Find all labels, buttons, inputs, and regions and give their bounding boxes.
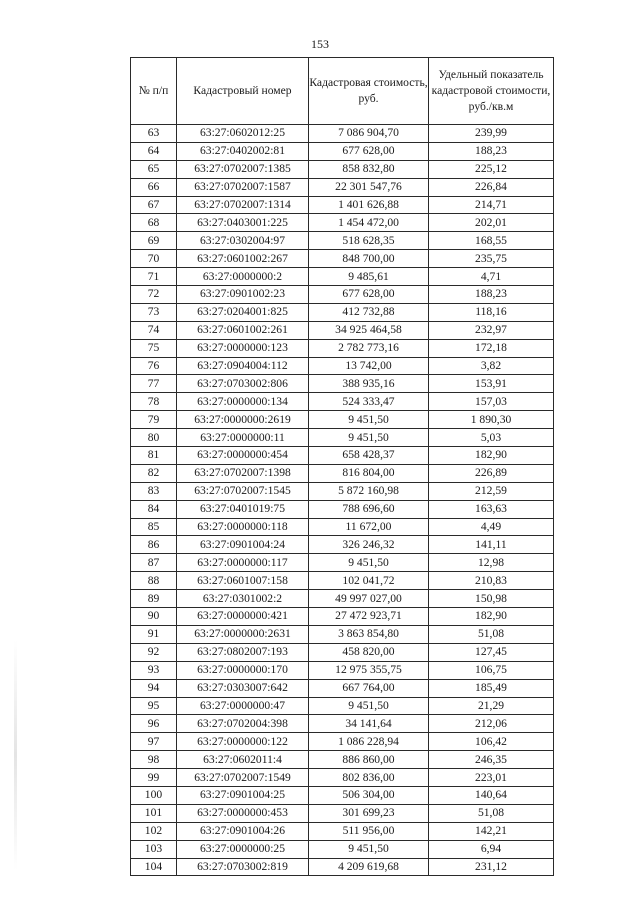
table-row — [131, 518, 554, 536]
table-row — [131, 464, 554, 482]
cell-specific-indicator: 226,84 — [429, 178, 554, 196]
cell-cadastral-value: 27 472 923,71 — [309, 608, 429, 626]
cell-specific-indicator: 182,90 — [429, 608, 554, 626]
table-row — [131, 679, 554, 697]
cell-cadastral-number: 63:27:0302004:97 — [177, 232, 309, 250]
cell-specific-indicator: 185,49 — [429, 679, 554, 697]
cell-specific-indicator: 210,83 — [429, 572, 554, 590]
table-row — [131, 286, 554, 304]
cell-cadastral-number: 63:27:0702007:1314 — [177, 196, 309, 214]
cell-specific-indicator: 235,75 — [429, 250, 554, 268]
cell-row-number: 104 — [131, 858, 177, 876]
cell-specific-indicator: 127,45 — [429, 643, 554, 661]
cell-cadastral-value: 412 732,88 — [309, 303, 429, 321]
cell-row-number: 80 — [131, 429, 177, 447]
cell-cadastral-number: 63:27:0904004:112 — [177, 357, 309, 375]
table-row — [131, 786, 554, 804]
cell-cadastral-number: 63:27:0601002:267 — [177, 250, 309, 268]
cell-row-number: 69 — [131, 232, 177, 250]
cell-specific-indicator: 106,75 — [429, 661, 554, 679]
cell-specific-indicator: 1 890,30 — [429, 411, 554, 429]
cell-cadastral-value: 506 304,00 — [309, 786, 429, 804]
cell-cadastral-number: 63:27:0601007:158 — [177, 572, 309, 590]
cell-row-number: 86 — [131, 536, 177, 554]
cell-specific-indicator: 4,49 — [429, 518, 554, 536]
table-row — [131, 697, 554, 715]
table-row — [131, 142, 554, 160]
cell-specific-indicator: 188,23 — [429, 142, 554, 160]
cell-cadastral-value: 518 628,35 — [309, 232, 429, 250]
cell-specific-indicator: 182,90 — [429, 447, 554, 465]
cell-row-number: 88 — [131, 572, 177, 590]
table-row — [131, 769, 554, 787]
table-row — [131, 268, 554, 286]
header-num: № п/п — [131, 58, 177, 125]
cell-row-number: 95 — [131, 697, 177, 715]
cell-cadastral-number: 63:27:0303007:642 — [177, 679, 309, 697]
cell-cadastral-number: 63:27:0702007:1545 — [177, 482, 309, 500]
table-row — [131, 858, 554, 876]
cell-row-number: 85 — [131, 518, 177, 536]
table-row — [131, 125, 554, 143]
table-row — [131, 822, 554, 840]
cell-specific-indicator: 212,06 — [429, 715, 554, 733]
cell-row-number: 81 — [131, 447, 177, 465]
cell-specific-indicator: 225,12 — [429, 160, 554, 178]
table-row — [131, 751, 554, 769]
cell-cadastral-number: 63:27:0000000:454 — [177, 447, 309, 465]
cell-row-number: 102 — [131, 822, 177, 840]
cell-cadastral-value: 7 086 904,70 — [309, 125, 429, 143]
cell-row-number: 100 — [131, 786, 177, 804]
cell-row-number: 77 — [131, 375, 177, 393]
cell-cadastral-number: 63:27:0000000:11 — [177, 429, 309, 447]
cell-cadastral-value: 658 428,37 — [309, 447, 429, 465]
cell-row-number: 73 — [131, 303, 177, 321]
cell-specific-indicator: 140,64 — [429, 786, 554, 804]
cell-cadastral-number: 63:27:0403001:225 — [177, 214, 309, 232]
cell-specific-indicator: 6,94 — [429, 840, 554, 858]
cell-cadastral-number: 63:27:0901004:26 — [177, 822, 309, 840]
cell-row-number: 97 — [131, 733, 177, 751]
cell-cadastral-number: 63:27:0000000:453 — [177, 804, 309, 822]
table-row — [131, 232, 554, 250]
cell-specific-indicator: 246,35 — [429, 751, 554, 769]
cell-cadastral-number: 63:27:0702007:1398 — [177, 464, 309, 482]
table-row — [131, 590, 554, 608]
cell-row-number: 101 — [131, 804, 177, 822]
cell-row-number: 78 — [131, 393, 177, 411]
cell-cadastral-number: 63:27:0401019:75 — [177, 500, 309, 518]
cell-cadastral-value: 9 451,50 — [309, 411, 429, 429]
cell-specific-indicator: 232,97 — [429, 321, 554, 339]
cell-cadastral-value: 388 935,16 — [309, 375, 429, 393]
table-row — [131, 804, 554, 822]
table-row — [131, 375, 554, 393]
cell-row-number: 96 — [131, 715, 177, 733]
cell-cadastral-number: 63:27:0702004:398 — [177, 715, 309, 733]
cell-specific-indicator: 51,08 — [429, 625, 554, 643]
cell-specific-indicator: 21,29 — [429, 697, 554, 715]
cell-row-number: 90 — [131, 608, 177, 626]
cell-cadastral-value: 511 956,00 — [309, 822, 429, 840]
cell-cadastral-number: 63:27:0000000:134 — [177, 393, 309, 411]
cell-cadastral-value: 5 872 160,98 — [309, 482, 429, 500]
cell-row-number: 74 — [131, 321, 177, 339]
cell-cadastral-number: 63:27:0702007:1549 — [177, 769, 309, 787]
cell-cadastral-number: 63:27:0703002:806 — [177, 375, 309, 393]
table-row — [131, 482, 554, 500]
cell-cadastral-value: 11 672,00 — [309, 518, 429, 536]
table-row — [131, 160, 554, 178]
cell-specific-indicator: 226,89 — [429, 464, 554, 482]
cell-row-number: 71 — [131, 268, 177, 286]
cell-cadastral-value: 9 485,61 — [309, 268, 429, 286]
cell-row-number: 94 — [131, 679, 177, 697]
cell-cadastral-value: 9 451,50 — [309, 840, 429, 858]
table-body — [131, 125, 554, 876]
cell-cadastral-number: 63:27:0000000:2631 — [177, 625, 309, 643]
cell-cadastral-number: 63:27:0703002:819 — [177, 858, 309, 876]
cell-specific-indicator: 223,01 — [429, 769, 554, 787]
cell-row-number: 83 — [131, 482, 177, 500]
cell-row-number: 89 — [131, 590, 177, 608]
cell-cadastral-value: 22 301 547,76 — [309, 178, 429, 196]
cell-cadastral-number: 63:27:0702007:1587 — [177, 178, 309, 196]
table-row — [131, 554, 554, 572]
cell-cadastral-number: 63:27:0000000:47 — [177, 697, 309, 715]
cell-cadastral-number: 63:27:0000000:123 — [177, 339, 309, 357]
cell-specific-indicator: 150,98 — [429, 590, 554, 608]
cell-cadastral-number: 63:27:0702007:1385 — [177, 160, 309, 178]
cell-specific-indicator: 5,03 — [429, 429, 554, 447]
cell-cadastral-value: 816 804,00 — [309, 464, 429, 482]
cell-specific-indicator: 214,71 — [429, 196, 554, 214]
cell-specific-indicator: 3,82 — [429, 357, 554, 375]
cell-specific-indicator: 4,71 — [429, 268, 554, 286]
cell-specific-indicator: 142,21 — [429, 822, 554, 840]
cell-cadastral-number: 63:27:0000000:118 — [177, 518, 309, 536]
cell-cadastral-number: 63:27:0901002:23 — [177, 286, 309, 304]
cell-cadastral-number: 63:27:0901004:25 — [177, 786, 309, 804]
cell-row-number: 70 — [131, 250, 177, 268]
cell-row-number: 99 — [131, 769, 177, 787]
table-row — [131, 178, 554, 196]
table-header-row — [131, 58, 554, 125]
table-row — [131, 411, 554, 429]
cell-cadastral-value: 3 863 854,80 — [309, 625, 429, 643]
cell-specific-indicator: 141,11 — [429, 536, 554, 554]
header-cadastral-number: Кадастровый номер — [177, 58, 309, 125]
header-specific-indicator: Удельный показатель кадастровой стоимости, руб./кв.м — [429, 58, 554, 125]
cell-cadastral-value: 49 997 027,00 — [309, 590, 429, 608]
cell-row-number: 64 — [131, 142, 177, 160]
cell-specific-indicator: 163,63 — [429, 500, 554, 518]
page-number: 153 — [311, 37, 329, 51]
table-row — [131, 625, 554, 643]
cell-cadastral-number: 63:27:0000000:2 — [177, 268, 309, 286]
cell-cadastral-value: 848 700,00 — [309, 250, 429, 268]
cell-cadastral-value: 1 401 626,88 — [309, 196, 429, 214]
cell-specific-indicator: 202,01 — [429, 214, 554, 232]
table-row — [131, 321, 554, 339]
cell-specific-indicator: 188,23 — [429, 286, 554, 304]
cell-cadastral-value: 458 820,00 — [309, 643, 429, 661]
table-row — [131, 500, 554, 518]
cell-row-number: 65 — [131, 160, 177, 178]
cell-cadastral-value: 12 975 355,75 — [309, 661, 429, 679]
cell-row-number: 87 — [131, 554, 177, 572]
cell-specific-indicator: 231,12 — [429, 858, 554, 876]
cell-cadastral-value: 4 209 619,68 — [309, 858, 429, 876]
table-row — [131, 339, 554, 357]
cell-cadastral-value: 13 742,00 — [309, 357, 429, 375]
cell-row-number: 72 — [131, 286, 177, 304]
cell-cadastral-number: 63:27:0000000:122 — [177, 733, 309, 751]
cell-cadastral-number: 63:27:0802007:193 — [177, 643, 309, 661]
table-row — [131, 393, 554, 411]
cell-specific-indicator: 12,98 — [429, 554, 554, 572]
cell-cadastral-value: 802 836,00 — [309, 769, 429, 787]
cell-specific-indicator: 157,03 — [429, 393, 554, 411]
cell-row-number: 92 — [131, 643, 177, 661]
cell-row-number: 79 — [131, 411, 177, 429]
cell-specific-indicator: 106,42 — [429, 733, 554, 751]
cell-cadastral-value: 301 699,23 — [309, 804, 429, 822]
table-row — [131, 715, 554, 733]
cell-row-number: 66 — [131, 178, 177, 196]
cell-cadastral-value: 9 451,50 — [309, 697, 429, 715]
table-row — [131, 572, 554, 590]
header-cadastral-value: Кадастровая стоимость, руб. — [309, 58, 429, 125]
cell-cadastral-number: 63:27:0901004:24 — [177, 536, 309, 554]
cell-cadastral-value: 2 782 773,16 — [309, 339, 429, 357]
scan-artifact — [14, 640, 17, 870]
cell-row-number: 63 — [131, 125, 177, 143]
cell-cadastral-value: 34 141,64 — [309, 715, 429, 733]
table-row — [131, 214, 554, 232]
cell-cadastral-value: 326 246,32 — [309, 536, 429, 554]
cell-specific-indicator: 51,08 — [429, 804, 554, 822]
cell-cadastral-value: 677 628,00 — [309, 286, 429, 304]
cadastral-value-table — [130, 57, 554, 876]
cell-specific-indicator: 172,18 — [429, 339, 554, 357]
table-row — [131, 429, 554, 447]
cell-cadastral-value: 858 832,80 — [309, 160, 429, 178]
cell-cadastral-number: 63:27:0204001:825 — [177, 303, 309, 321]
cell-cadastral-value: 667 764,00 — [309, 679, 429, 697]
cell-row-number: 75 — [131, 339, 177, 357]
cell-cadastral-value: 9 451,50 — [309, 554, 429, 572]
cell-cadastral-value: 886 860,00 — [309, 751, 429, 769]
cell-cadastral-value: 102 041,72 — [309, 572, 429, 590]
cell-specific-indicator: 212,59 — [429, 482, 554, 500]
cell-cadastral-number: 63:27:0000000:170 — [177, 661, 309, 679]
table-row — [131, 840, 554, 858]
cell-row-number: 82 — [131, 464, 177, 482]
cell-row-number: 68 — [131, 214, 177, 232]
table-row — [131, 303, 554, 321]
cell-cadastral-number: 63:27:0000000:2619 — [177, 411, 309, 429]
cell-cadastral-number: 63:27:0602011:4 — [177, 751, 309, 769]
cell-cadastral-value: 1 086 228,94 — [309, 733, 429, 751]
table-row — [131, 733, 554, 751]
table-row — [131, 357, 554, 375]
table-row — [131, 661, 554, 679]
cell-row-number: 93 — [131, 661, 177, 679]
cell-specific-indicator: 118,16 — [429, 303, 554, 321]
cell-row-number: 103 — [131, 840, 177, 858]
cell-specific-indicator: 168,55 — [429, 232, 554, 250]
table-row — [131, 447, 554, 465]
cell-cadastral-number: 63:27:0402002:81 — [177, 142, 309, 160]
cell-row-number: 91 — [131, 625, 177, 643]
table-row — [131, 196, 554, 214]
cell-cadastral-number: 63:27:0301002:2 — [177, 590, 309, 608]
cell-cadastral-value: 677 628,00 — [309, 142, 429, 160]
cell-row-number: 84 — [131, 500, 177, 518]
cell-cadastral-value: 9 451,50 — [309, 429, 429, 447]
cell-row-number: 76 — [131, 357, 177, 375]
table-row — [131, 643, 554, 661]
cell-cadastral-number: 63:27:0601002:261 — [177, 321, 309, 339]
cell-row-number: 67 — [131, 196, 177, 214]
cell-cadastral-value: 524 333,47 — [309, 393, 429, 411]
cell-cadastral-number: 63:27:0000000:421 — [177, 608, 309, 626]
cell-cadastral-value: 34 925 464,58 — [309, 321, 429, 339]
cell-row-number: 98 — [131, 751, 177, 769]
cell-cadastral-number: 63:27:0602012:25 — [177, 125, 309, 143]
cell-specific-indicator: 153,91 — [429, 375, 554, 393]
cell-cadastral-number: 63:27:0000000:25 — [177, 840, 309, 858]
cell-specific-indicator: 239,99 — [429, 125, 554, 143]
cell-cadastral-number: 63:27:0000000:117 — [177, 554, 309, 572]
table-row — [131, 608, 554, 626]
table-row — [131, 536, 554, 554]
cell-cadastral-value: 788 696,60 — [309, 500, 429, 518]
table-row — [131, 250, 554, 268]
cell-cadastral-value: 1 454 472,00 — [309, 214, 429, 232]
